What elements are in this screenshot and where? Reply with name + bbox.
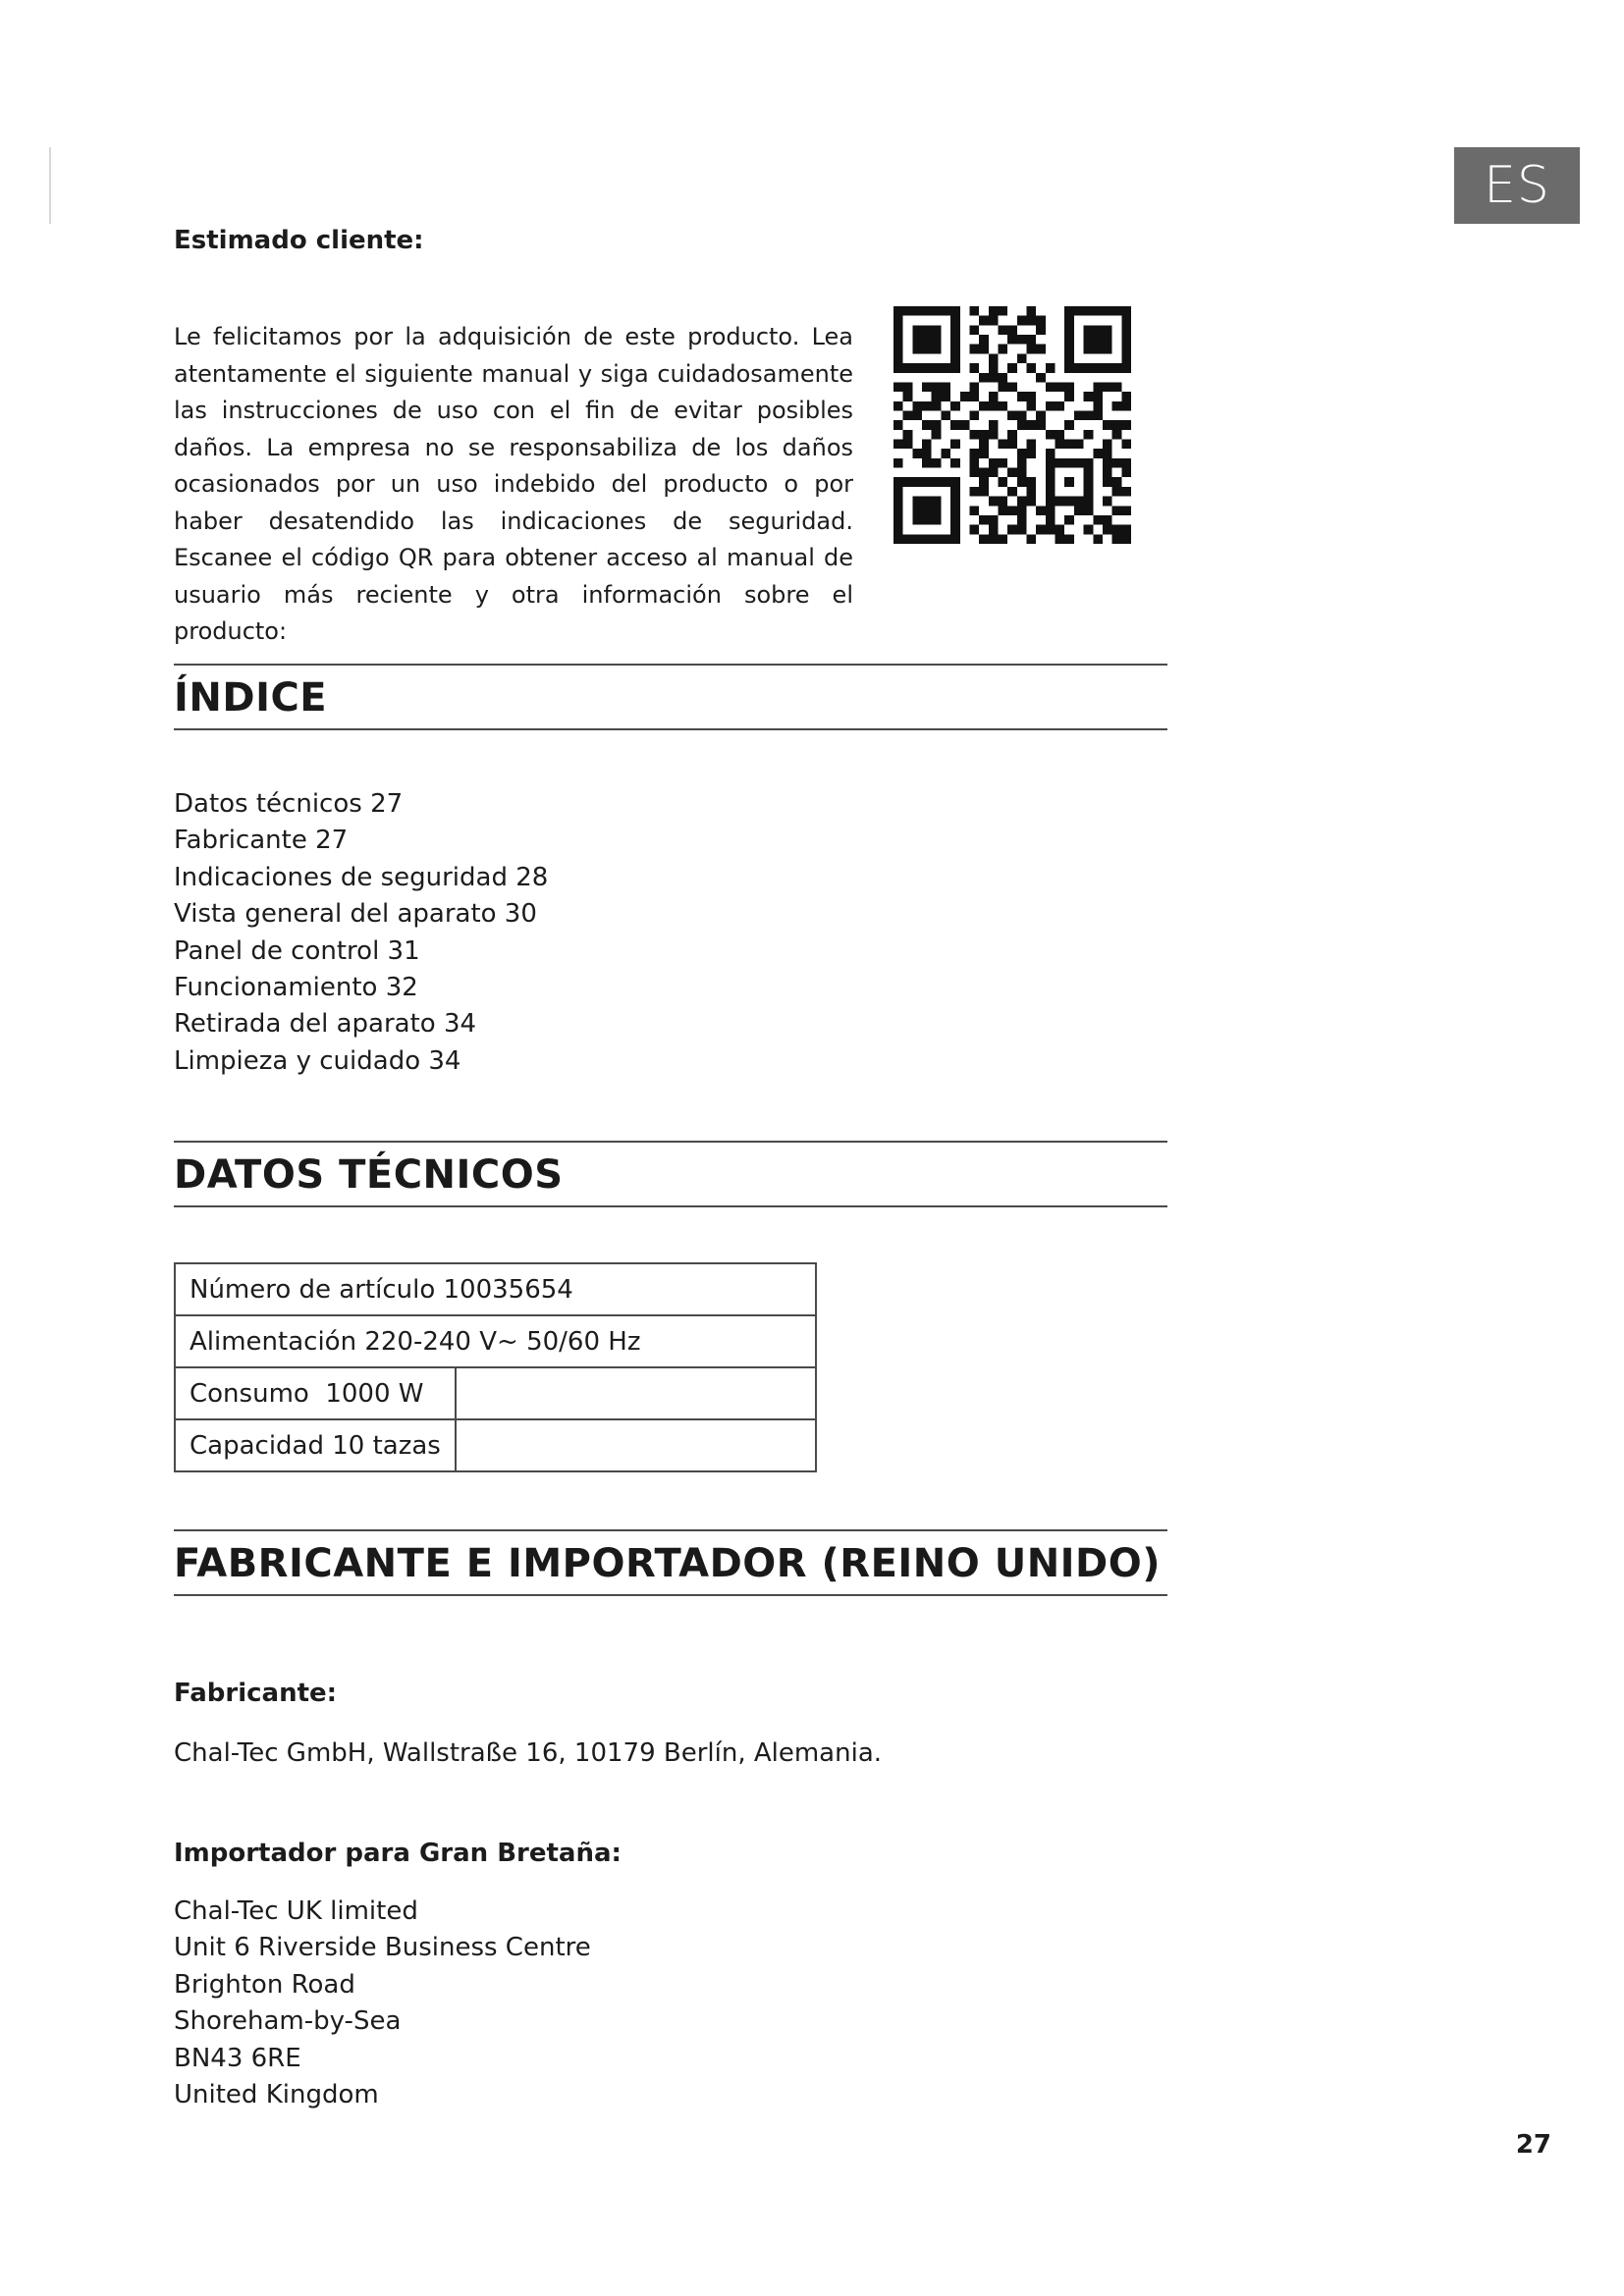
spec-value: 1000 W (325, 1378, 424, 1409)
tech-data-section-header (174, 1141, 1167, 1207)
spec-cell-empty (456, 1367, 816, 1419)
address-line: Chal-Tec UK limited (174, 1896, 418, 1926)
importer-address (174, 1894, 591, 2113)
toc-item[interactable]: Limpieza y cuidado 34 (174, 1045, 461, 1076)
table-row (175, 1419, 816, 1471)
spec-value: 10 tazas (332, 1430, 441, 1461)
spec-table (174, 1262, 817, 1472)
toc-item[interactable]: Retirada del aparato 34 (174, 1009, 477, 1040)
importer-label: Importador para Gran Bretaña: (174, 1839, 622, 1868)
spec-label: Capacidad (189, 1430, 324, 1461)
address-line: BN43 6RE (174, 2043, 301, 2073)
greeting: Estimado cliente: (174, 226, 424, 255)
manufacturer-section-header (174, 1529, 1167, 1596)
index-heading: ÍNDICE (174, 675, 328, 721)
toc-item[interactable]: Indicaciones de seguridad 28 (174, 862, 549, 892)
spec-cell (175, 1315, 816, 1367)
margin-rule (49, 147, 51, 224)
spec-label: Consumo (189, 1378, 309, 1409)
intro-paragraph: Le felicitamos por la adquisición de este producto. Lea atentamente el siguiente manual y siga cuidadosamente las instrucciones de uso con el fin de evitar posibles daños. La empresa no se responsabiliza de los daños ocasionados por un uso indebido del producto o por haber desatendido las indicaciones de seguridad. Escanee el código QR para obtener acceso al manual de usuario más reciente y otra información sobre el producto: (174, 323, 853, 645)
page-number: 27 (1515, 2130, 1551, 2160)
table-of-contents (174, 786, 548, 1080)
spec-cell (175, 1263, 816, 1315)
table-row (175, 1367, 816, 1419)
spec-value: 10035654 (443, 1274, 573, 1305)
language-tab: ES (1454, 147, 1580, 224)
tech-data-heading: DATOS TÉCNICOS (174, 1152, 564, 1198)
address-line: Unit 6 Riverside Business Centre (174, 1933, 591, 1963)
manufacturer-address: Chal-Tec GmbH, Wallstraße 16, 10179 Berlín, Alemania. (174, 1738, 883, 1768)
manufacturer-label: Fabricante: (174, 1679, 338, 1708)
toc-item[interactable]: Panel de control 31 (174, 935, 420, 966)
qr-code-icon (893, 306, 1131, 544)
toc-item[interactable]: Datos técnicos 27 (174, 789, 404, 819)
address-line: United Kingdom (174, 2080, 379, 2110)
spec-value: 220-240 V~ 50/60 Hz (364, 1326, 641, 1357)
spec-cell-empty (456, 1419, 816, 1471)
spec-cell (175, 1367, 456, 1419)
address-line: Shoreham-by-Sea (174, 2006, 402, 2037)
table-row (175, 1263, 816, 1315)
toc-item[interactable]: Fabricante 27 (174, 826, 349, 856)
spec-label: Número de artículo (189, 1274, 436, 1305)
toc-item[interactable]: Vista general del aparato 30 (174, 899, 537, 930)
manufacturer-heading: FABRICANTE E IMPORTADOR (REINO UNIDO) (174, 1541, 1162, 1586)
index-section-header (174, 664, 1167, 730)
toc-item[interactable]: Funcionamiento 32 (174, 973, 418, 1003)
address-line: Brighton Road (174, 1969, 355, 2000)
table-row (175, 1315, 816, 1367)
spec-cell (175, 1419, 456, 1471)
spec-label: Alimentación (189, 1326, 357, 1357)
